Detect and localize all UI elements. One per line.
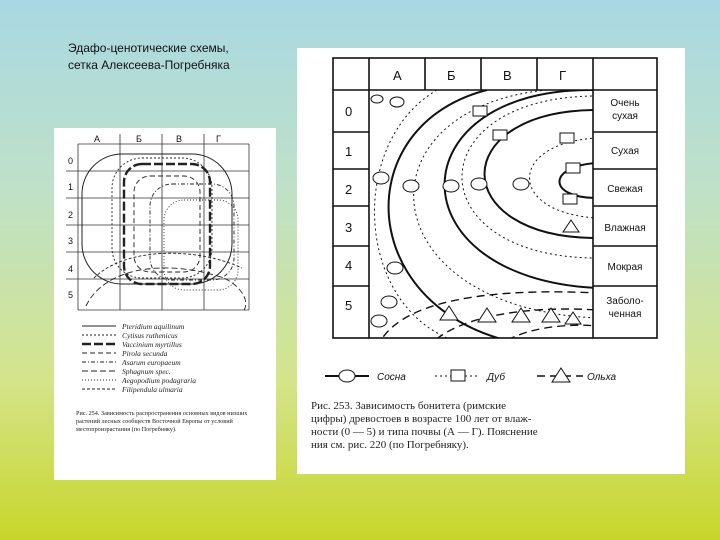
right-row-label-1: 1 xyxy=(345,144,353,159)
pine-marker-a5-2 xyxy=(371,315,387,327)
slide-title-line-1: Эдафо-ценотические схемы, xyxy=(68,41,229,55)
legend-alder: Ольха xyxy=(587,372,617,383)
pine-marker-a0 xyxy=(390,97,404,107)
moisture-swampy-line2: ченная xyxy=(608,309,642,320)
right-row-label-5: 5 xyxy=(345,298,353,313)
oak-marker-g1-1 xyxy=(560,133,574,143)
left-col-label-g: Г xyxy=(216,134,221,144)
left-row-label-1: 1 xyxy=(68,182,74,192)
pine-marker-roman-V-a0 xyxy=(371,95,383,103)
pine-marker-b2-2 xyxy=(443,180,459,192)
moisture-moist: Влажная xyxy=(604,223,646,234)
moisture-very-dry-line1: Очень xyxy=(610,98,640,109)
right-row-label-3: 3 xyxy=(345,220,353,235)
left-row-label-2: 2 xyxy=(68,210,74,220)
oak-marker-v1 xyxy=(493,130,507,140)
left-row-label-5: 5 xyxy=(68,290,74,300)
right-row-label-0: 0 xyxy=(345,104,353,119)
moisture-wet: Мокрая xyxy=(607,262,643,273)
legend-filipendula: Filipendula ulmaria xyxy=(122,385,183,394)
alder-marker-b5 xyxy=(440,306,458,320)
range-vaccinium xyxy=(124,164,210,284)
left-row-label-4: 4 xyxy=(68,264,74,274)
slide-title xyxy=(68,40,230,74)
legend-vaccinium: Vaccinium myrtillus xyxy=(122,340,182,349)
moisture-dry: Сухая xyxy=(610,146,640,157)
range-filipendula xyxy=(94,253,242,278)
left-col-label-b: Б xyxy=(136,134,142,144)
alder-marker-g5-1 xyxy=(542,308,560,322)
left-figure xyxy=(54,128,276,480)
right-col-label-g: Г xyxy=(559,68,567,83)
pine-marker-v2-1 xyxy=(471,178,487,190)
legend-pirola: Pirola secunda xyxy=(122,349,168,358)
right-row-label-2: 2 xyxy=(345,182,353,197)
left-legend-samples xyxy=(82,326,116,389)
alder-marker-g5-2 xyxy=(565,312,581,324)
legend-pine: Сосна xyxy=(377,372,406,383)
oak-marker-g2 xyxy=(563,194,577,204)
right-legend-samples xyxy=(325,368,583,382)
oak-marker-g1-2 xyxy=(566,163,580,173)
legend-asarum: Asarum europaeum xyxy=(122,358,181,367)
moisture-very-dry-line2: сухая xyxy=(612,111,638,122)
legend-cytisus: Cytisus ruthenicus xyxy=(122,331,178,340)
range-sphagnum xyxy=(86,268,246,310)
legend-aegopodium: Aegopodium podagraria xyxy=(122,376,196,385)
right-figure-caption xyxy=(311,400,679,452)
right-caption-line-3: ности (0 — 5) и типа почвы (А — Г). Пояснение xyxy=(311,426,538,438)
range-pirola xyxy=(134,176,200,272)
legend-sphagnum: Sphagnum spec. xyxy=(122,367,171,376)
moisture-swampy-line1: Заболо- xyxy=(606,296,644,307)
legend-pteridium: Pteridium aquilinum xyxy=(122,322,185,331)
pine-marker-a5-1 xyxy=(381,296,397,308)
oak-marker-v0 xyxy=(473,106,487,116)
moisture-fresh: Свежая xyxy=(607,184,643,195)
left-row-label-0: 0 xyxy=(68,156,74,166)
slide-title-line-2: сетка Алексеева-Погребняка xyxy=(68,58,230,72)
alder-marker-v5-1 xyxy=(478,308,496,322)
right-caption-line-4: ния см. рис. 220 (по Погребняку). xyxy=(311,439,469,451)
legend-oak: Дуб xyxy=(487,372,505,383)
left-row-label-3: 3 xyxy=(68,236,74,246)
range-aegopodium xyxy=(164,200,238,290)
pine-marker-a2 xyxy=(373,172,389,184)
right-col-label-a: А xyxy=(393,68,402,83)
pine-marker-a4 xyxy=(387,262,403,274)
right-col-label-v: В xyxy=(503,68,512,83)
right-caption-line-2: цифры) древостоев в возрасте 100 лет от влаж- xyxy=(311,413,532,425)
alder-marker-g3 xyxy=(563,220,579,232)
left-col-label-v: В xyxy=(176,134,183,144)
pine-marker-v2-2 xyxy=(513,178,529,190)
left-species-ranges xyxy=(82,154,246,310)
right-figure xyxy=(297,48,685,474)
left-figure-caption: Рис. 254. Зависимость распространения основных видов низших растений лесных сообществ Восточной Европы от условий местопроизрастания (по Погребняку). xyxy=(76,410,248,433)
right-row-label-4: 4 xyxy=(345,258,353,273)
pine-marker-b2-1 xyxy=(403,180,419,192)
right-col-label-b: Б xyxy=(447,68,456,83)
left-col-label-a: А xyxy=(94,134,101,144)
right-caption-line-1: Рис. 253. Зависимость бонитета (римские xyxy=(311,400,506,412)
